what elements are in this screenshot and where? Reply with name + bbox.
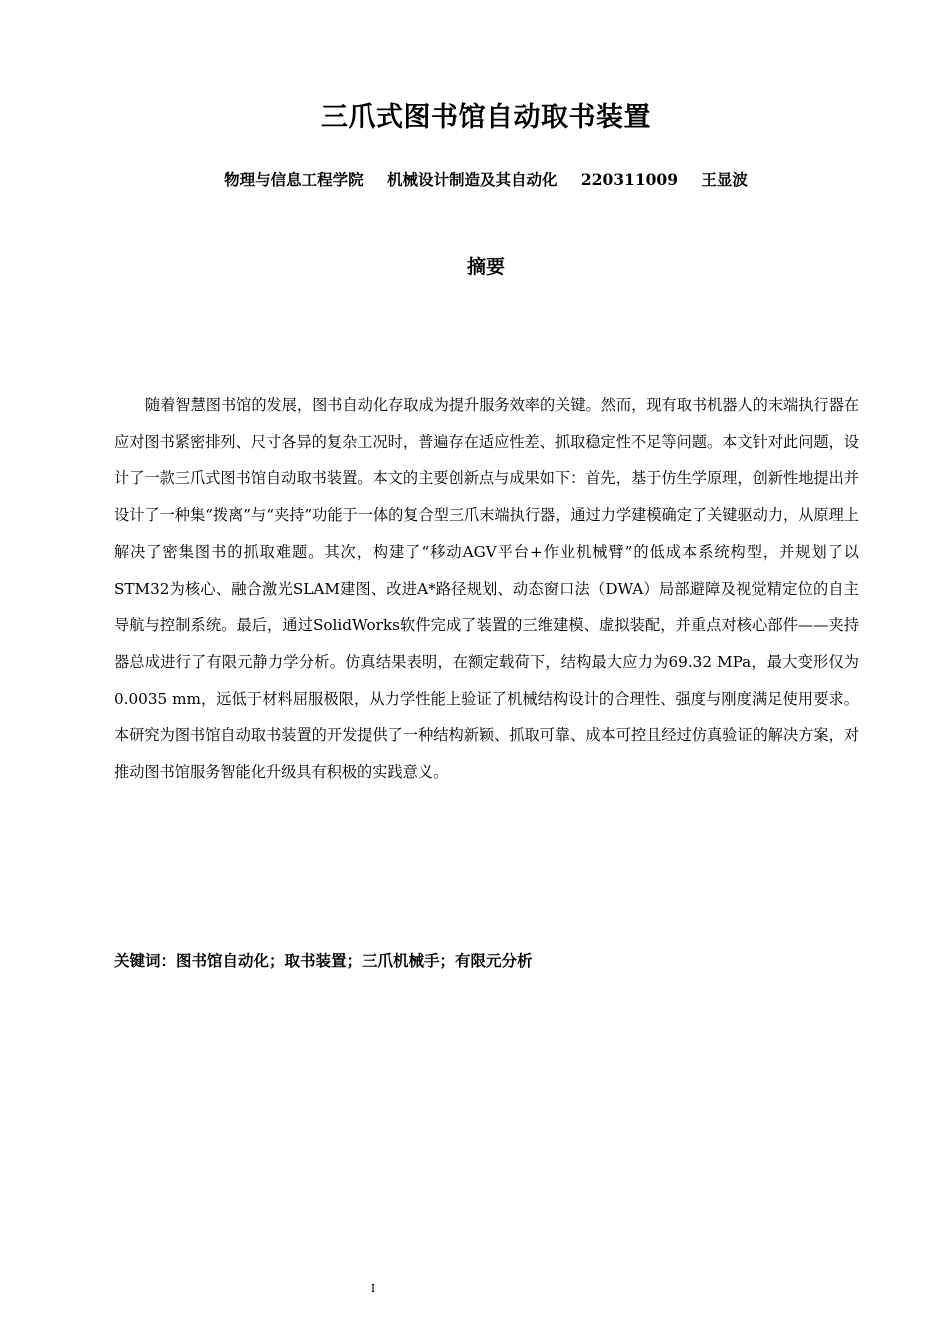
author-school: 物理与信息工程学院 xyxy=(224,170,364,189)
abstract-body: 随着智慧图书馆的发展，图书自动化存取成为提升服务效率的关键。然而，现有取书机器人的末端执行器在应对图书紧密排列、尺寸各异的复杂工况时，普遍存在适应性差、抓取稳定性不足等问题。本文针对此问题，设计了一款三爪式图书馆自动取书装置。本文的主要创新点与成果如下：首先，基于仿生学原理，创新性地提出并设计了一种集“拨离”与“夹持”功能于一体的复合型三爪末端执行器，通过力学建模确定了关键驱动力，从原理上解决了密集图书的抓取难题。其次，构建了“移动AGV平台+作业机械臂”的低成本系统构型，并规划了以STM32为核心、融合激光SLAM建图、改进A*路径规划、动态窗口法（DWA）局部避障及视觉精定位的自主导航与控制系统。最后，通过SolidWorks软件完成了装置的三维建模、虚拟装配，并重点对核心部件——夹持器总成进行了有限元静力学分析。仿真结果表明，在额定载荷下，结构最大应力为69.32 MPa，最大变形仅为0.0035 mm，远低于材料屈服极限，从力学性能上验证了机械结构设计的合理性、强度与刚度满足使用要求。本研究为图书馆自动取书装置的开发提供了一种结构新颖、抓取可靠、成本可控且经过仿真验证的解决方案，对推动图书馆服务智能化升级具有积极的实践意义。 xyxy=(114,396,859,782)
author-line xyxy=(0,168,950,192)
author-major: 机械设计制造及其自动化 xyxy=(387,170,558,189)
author-name: 王显波 xyxy=(701,170,748,189)
abstract-heading: 摘要 xyxy=(466,256,505,278)
paper-title: 三爪式图书馆自动取书装置 xyxy=(321,102,651,133)
keywords: 关键词：图书馆自动化；取书装置；三爪机械手；有限元分析 xyxy=(114,952,533,970)
author-student-id: 220311009 xyxy=(580,170,678,189)
page-number: I xyxy=(370,1282,376,1295)
